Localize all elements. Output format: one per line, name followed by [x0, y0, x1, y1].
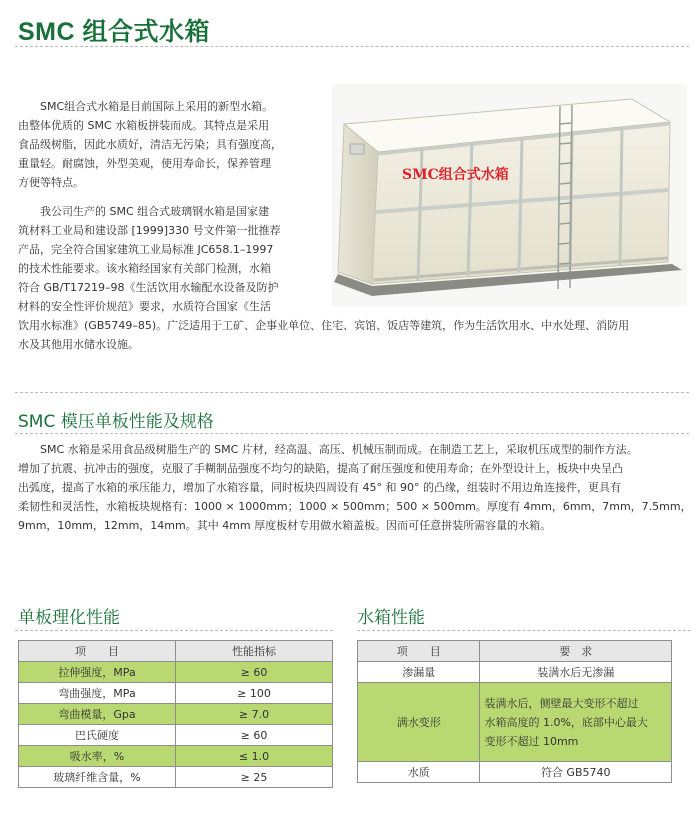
- intro-line: SMC组合式水箱是目前国际上采用的新型水箱。: [40, 100, 274, 113]
- intro-paragraph-1: [18, 97, 328, 192]
- water-tank-illustration: [332, 84, 687, 306]
- intro-line: 水及其他用水储水设施。: [18, 338, 139, 351]
- table-row: 渗漏量 装满水后无渗漏: [358, 662, 672, 683]
- tank-label: SMC组合式水箱: [402, 167, 509, 183]
- description-line: 增加了抗震、抗冲击的强度，克服了手糊制品强度不均匀的缺陷，提高了耐压强度和使用寿命；在外型设计上，板块中央呈凸: [18, 462, 623, 475]
- section-divider: [15, 433, 689, 434]
- table-row: 弯曲模量，Gpa ≥ 7.0: [19, 704, 333, 725]
- table1-title: 单板理化性能: [18, 608, 120, 628]
- page-title: SMC 组合式水箱: [18, 18, 211, 46]
- single-board-description: [18, 440, 694, 535]
- title-divider: [15, 46, 689, 47]
- intro-line: 产品，完全符合国家建筑工业局标准 JC658.1–1997: [18, 243, 274, 256]
- table1-header-item: 项 目: [19, 641, 176, 662]
- table-row: 吸水率，% ≤ 1.0: [19, 746, 333, 767]
- intro-line: 我公司生产的 SMC 组合式玻璃钢水箱是国家建: [40, 205, 270, 218]
- intro-line: 方便等特点。: [18, 176, 84, 189]
- table-row: 巴氏硬度 ≥ 60: [19, 725, 333, 746]
- table-row: 水质 符合 GB5740: [358, 762, 672, 783]
- table-row: 弯曲强度，MPa ≥ 100: [19, 683, 333, 704]
- intro-line: 符合 GB/T17219–98《生活饮用水输配水设备及防护: [18, 281, 279, 294]
- table2-title-divider: [357, 630, 691, 631]
- description-line: 9mm，10mm，12mm，14mm。其中 4mm 厚度板材专用做水箱盖板。因而可任意拼装所需容量的水箱。: [18, 519, 552, 532]
- intro-line: 材料的安全性评价规范》要求，水质符合国家《生活: [18, 300, 271, 313]
- section-divider: [15, 392, 689, 393]
- table1-header-value: 性能指标: [176, 641, 333, 662]
- table2-header-item: 项 目: [358, 641, 480, 662]
- intro-line: 食品级树脂，因此水质好，清洁无污染；具有强度高，: [18, 138, 282, 151]
- single-board-properties-table: [18, 640, 333, 788]
- intro-paragraph-2: [18, 202, 328, 316]
- intro-paragraph-2-tail: [18, 316, 693, 354]
- intro-line: 由整体优质的 SMC 水箱板拼装而成。其特点是采用: [18, 119, 270, 132]
- description-line: 出弧度，提高了水箱的承压能力，增加了水箱容量，同时板块四周设有 45° 和 90° 的凸缘，组装时不用边角连接件，更具有: [18, 481, 621, 494]
- table-row: 玻璃纤维含量，% ≥ 25: [19, 767, 333, 788]
- intro-line: 饮用水标准》(GB5749–85)。广泛适用于工矿、企事业单位、住宅、宾馆、饭店等建筑，作为生活饮用水、中水处理、消防用: [18, 319, 630, 332]
- intro-line: 筑材料工业局和建设部 [1999]330 号文件第一批推荐: [18, 224, 281, 237]
- table2-header-requirement: 要 求: [480, 641, 672, 662]
- intro-line: 重量轻。耐腐蚀，外型美观，使用寿命长，保养管理: [18, 157, 271, 170]
- intro-line: 的技术性能要求。该水箱经国家有关部门检测，水箱: [18, 262, 271, 275]
- water-tank-photo: [332, 84, 687, 306]
- section-title-single-board: SMC 模压单板性能及规格: [18, 412, 214, 432]
- description-line: SMC 水箱是采用食品级树脂生产的 SMC 片材，经高温、高压、机械压制而成。在制造工艺上，采取机压成型的制作方法。: [40, 443, 638, 456]
- tank-performance-table: [357, 640, 672, 783]
- table-row: 拉伸强度，MPa ≥ 60: [19, 662, 333, 683]
- description-line: 柔韧性和灵活性，水箱板块规格有：1000 × 1000mm；1000 × 500mm；500 × 500mm。厚度有 4mm，6mm，7mm，7.5mm，: [18, 500, 692, 513]
- table1-title-divider: [15, 630, 333, 631]
- table2-title: 水箱性能: [357, 608, 425, 628]
- table-row: 满水变形 装满水后，侧壁最大变形不超过 水箱高度的 1.0%，底部中心最大 变形不超过 10mm: [358, 683, 672, 762]
